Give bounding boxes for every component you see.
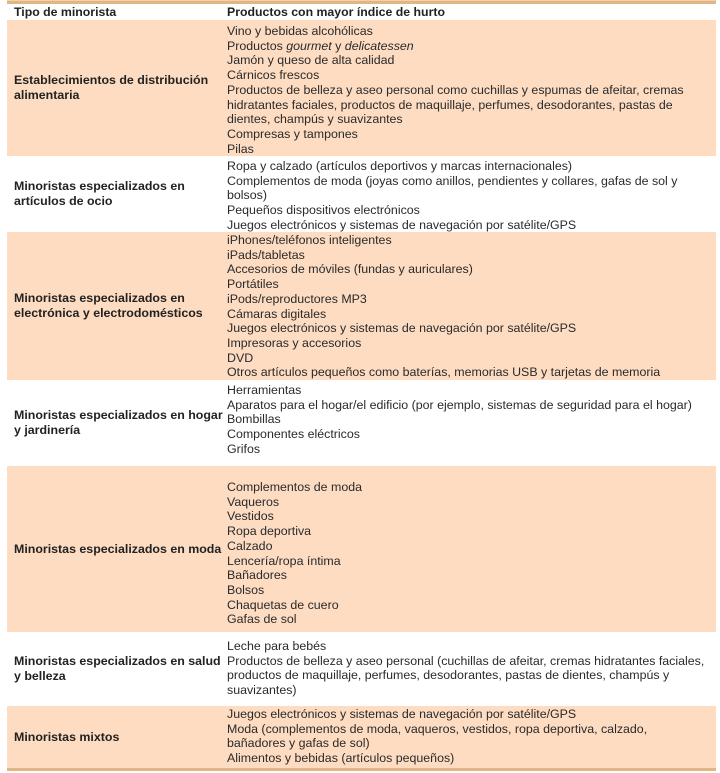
product-item: Gafas de sol [227,612,297,627]
product-item: iPads/tabletas [227,247,305,262]
product-item: iPods/reproductores MP3 [227,291,367,306]
table-row [7,380,716,466]
product-item: Ropa deportiva [227,524,312,539]
product-item: Vestidos [227,509,274,524]
product-item: Productos de belleza y aseo personal como cuchillas y espumas de afeitar, cremas hidratantes faciales, productos de maquillaje, perfumes, desodorantes, pastas de dientes, champús y suavizantes [227,82,684,127]
table-body [7,20,716,768]
product-item: Complementos de moda [227,480,362,494]
product-item: Leche para bebés [227,639,327,653]
product-item: Ropa y calzado (artículos deportivos y marcas internacionales) [227,159,573,173]
product-item: Chaquetas de cuero [227,597,339,612]
product-item: Moda (complementos de moda, vaqueros, vestidos, ropa deportiva, calzado, bañadores y gafas de sol) [227,721,648,751]
product-item: Vino y bebidas alcohólicas [227,24,373,38]
table-row [7,466,716,632]
products-cell [227,20,716,156]
theft-products-table [7,0,716,771]
table-row [7,706,716,768]
product-item: Herramientas [227,383,302,397]
products-cell [227,156,716,232]
product-item: Pequeños dispositivos electrónicos [227,203,420,218]
header-products: Productos con mayor índice de hurto [227,5,445,19]
retailer-type-cell: Minoristas mixtos [14,729,120,744]
table-row [7,632,716,706]
product-item: Aparatos para el hogar/el edificio (por ejemplo, sistemas de seguridad para el hogar) [227,397,692,412]
table-header [7,4,716,20]
product-item: Cámaras digitales [227,306,327,321]
product-item: Bombillas [227,412,281,427]
product-item: Juegos electrónicos y sistemas de navegación por satélite/GPS [227,217,577,232]
table-row [7,156,716,232]
product-item: Portátiles [227,277,279,292]
product-item: DVD [227,350,254,365]
product-item: Componentes eléctricos [227,427,360,442]
product-item: Juegos electrónicos y sistemas de navegación por satélite/GPS [227,321,577,336]
header-retailer-type: Tipo de minorista [14,5,117,19]
products-cell [227,380,716,466]
product-item: Productos de belleza y aseo personal (cuchillas de afeitar, cremas hidratantes faciales, productos de maquillaje, perfumes, desodorantes, pastas de dientes, champús y suavizantes) [227,653,705,698]
product-item: Calzado [227,538,273,553]
products-cell [227,706,716,768]
product-item: Cárnicos frescos [227,68,320,83]
product-item: Complementos de moda (joyas como anillos, pendientes y collares, gafas de sol y bolsos) [227,173,678,203]
product-item: Compresas y tampones [227,126,358,141]
retailer-type-cell: Minoristas especializados en salud y belleza [14,654,221,683]
products-cell [227,232,716,380]
product-item: Grifos [227,441,261,456]
retailer-type-cell: Minoristas especializados en hogar y jardinería [14,408,223,437]
table-row [7,20,716,156]
product-item: Bolsos [227,582,265,597]
product-item: Alimentos y bebidas (artículos pequeños) [227,751,455,766]
retailer-type-cell: Establecimientos de distribución alimentaria [14,73,209,102]
product-item: Bañadores [227,568,287,583]
retailer-type-cell: Minoristas especializados en moda [14,541,222,556]
product-item: Impresoras y accesorios [227,335,362,350]
product-item: Productos gourmet y delicatessen [227,38,414,53]
product-item: Vaqueros [227,494,280,509]
table-row [7,232,716,380]
product-item: Lencería/ropa íntima [227,553,341,568]
product-item: Otros artículos pequeños como baterías, memorias USB y tarjetas de memoria [227,365,661,380]
product-item: iPhones/teléfonos inteligentes [227,233,392,247]
product-item: Pilas [227,141,254,156]
product-item: Jamón y queso de alta calidad [227,53,395,68]
products-cell [227,632,716,706]
bottom-rule [7,768,716,771]
retailer-type-cell: Minoristas especializados en electrónica y electrodomésticos [14,291,203,320]
products-cell [227,466,716,632]
product-item: Accesorios de móviles (fundas y auriculares) [227,262,473,277]
retailer-type-cell: Minoristas especializados en artículos de ocio [14,179,185,208]
product-item: Juegos electrónicos y sistemas de navegación por satélite/GPS [227,707,577,721]
